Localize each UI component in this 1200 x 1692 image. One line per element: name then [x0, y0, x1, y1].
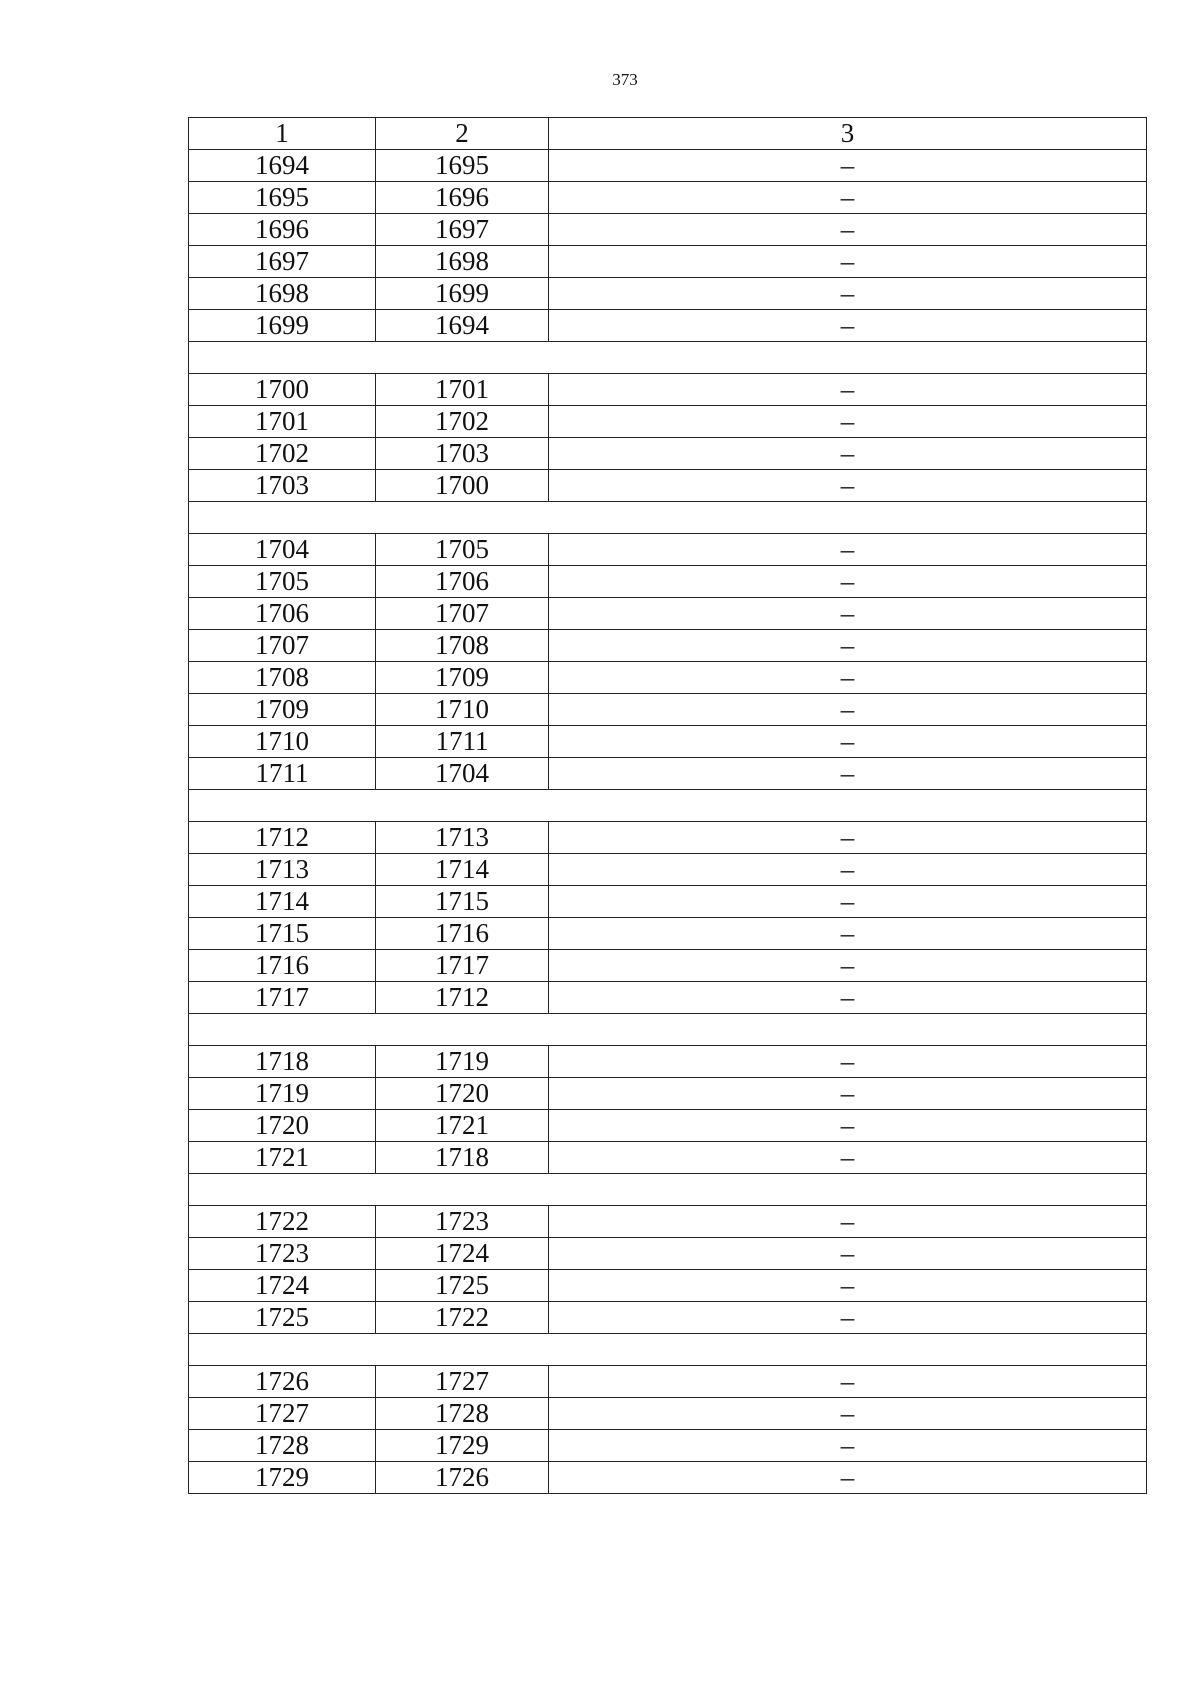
cell-col-2: 1703: [376, 438, 549, 470]
cell-col-2: 1709: [376, 662, 549, 694]
cell-col-1: 1702: [189, 438, 376, 470]
cell-col-2: 1694: [376, 310, 549, 342]
table-row: [189, 694, 1147, 726]
cell-col-2: 1702: [376, 406, 549, 438]
table-row: [189, 310, 1147, 342]
cell-col-3: –: [549, 950, 1147, 982]
separator-cell: [189, 1014, 1147, 1046]
cell-col-1: 1706: [189, 598, 376, 630]
cell-col-2: 1720: [376, 1078, 549, 1110]
column-header-2: 2: [376, 118, 549, 150]
table-row: [189, 406, 1147, 438]
cell-col-1: 1714: [189, 886, 376, 918]
cell-col-2: 1696: [376, 182, 549, 214]
cell-col-2: 1723: [376, 1206, 549, 1238]
table-row: [189, 1238, 1147, 1270]
cell-col-2: 1714: [376, 854, 549, 886]
cell-col-2: 1705: [376, 534, 549, 566]
column-header-3: 3: [549, 118, 1147, 150]
cell-col-3: –: [549, 1398, 1147, 1430]
group-separator-row: [189, 1174, 1147, 1206]
table-row: [189, 758, 1147, 790]
cell-col-3: –: [549, 918, 1147, 950]
cell-col-3: –: [549, 1142, 1147, 1174]
cell-col-1: 1707: [189, 630, 376, 662]
cell-col-2: 1711: [376, 726, 549, 758]
cell-col-1: 1716: [189, 950, 376, 982]
group-separator-row: [189, 342, 1147, 374]
separator-cell: [189, 790, 1147, 822]
cell-col-1: 1712: [189, 822, 376, 854]
cell-col-2: 1699: [376, 278, 549, 310]
cell-col-3: –: [549, 598, 1147, 630]
cell-col-2: 1727: [376, 1366, 549, 1398]
cell-col-1: 1711: [189, 758, 376, 790]
cell-col-3: –: [549, 246, 1147, 278]
cell-col-2: 1712: [376, 982, 549, 1014]
table-row: [189, 1366, 1147, 1398]
cell-col-3: –: [549, 1462, 1147, 1494]
table-row: [189, 1462, 1147, 1494]
cell-col-1: 1713: [189, 854, 376, 886]
cell-col-3: –: [549, 310, 1147, 342]
cell-col-1: 1696: [189, 214, 376, 246]
table-row: [189, 182, 1147, 214]
cell-col-2: 1724: [376, 1238, 549, 1270]
cell-col-3: –: [549, 1366, 1147, 1398]
group-separator-row: [189, 502, 1147, 534]
cell-col-3: –: [549, 470, 1147, 502]
cell-col-1: 1703: [189, 470, 376, 502]
cell-col-2: 1701: [376, 374, 549, 406]
table-row: [189, 438, 1147, 470]
cell-col-2: 1710: [376, 694, 549, 726]
cell-col-3: –: [549, 438, 1147, 470]
cell-col-1: 1727: [189, 1398, 376, 1430]
cell-col-3: –: [549, 854, 1147, 886]
cell-col-1: 1718: [189, 1046, 376, 1078]
cell-col-3: –: [549, 1270, 1147, 1302]
table-row: [189, 1302, 1147, 1334]
table-row: [189, 214, 1147, 246]
cell-col-2: 1725: [376, 1270, 549, 1302]
table-row: [189, 278, 1147, 310]
cell-col-3: –: [549, 406, 1147, 438]
cell-col-3: –: [549, 374, 1147, 406]
cell-col-2: 1695: [376, 150, 549, 182]
group-separator-row: [189, 1014, 1147, 1046]
cell-col-1: 1722: [189, 1206, 376, 1238]
cell-col-2: 1728: [376, 1398, 549, 1430]
cell-col-1: 1694: [189, 150, 376, 182]
cell-col-2: 1718: [376, 1142, 549, 1174]
table-header-row: [189, 118, 1147, 150]
table-row: [189, 854, 1147, 886]
table-row: [189, 886, 1147, 918]
table-row: [189, 1398, 1147, 1430]
cell-col-1: 1719: [189, 1078, 376, 1110]
column-header-1: 1: [189, 118, 376, 150]
cell-col-1: 1699: [189, 310, 376, 342]
cell-col-1: 1720: [189, 1110, 376, 1142]
separator-cell: [189, 1174, 1147, 1206]
cell-col-2: 1716: [376, 918, 549, 950]
cell-col-1: 1724: [189, 1270, 376, 1302]
cell-col-1: 1708: [189, 662, 376, 694]
cell-col-2: 1715: [376, 886, 549, 918]
cell-col-3: –: [549, 534, 1147, 566]
cell-col-1: 1700: [189, 374, 376, 406]
table-row: [189, 982, 1147, 1014]
table-row: [189, 726, 1147, 758]
page-number: 373: [612, 70, 638, 89]
cell-col-2: 1700: [376, 470, 549, 502]
cell-col-2: 1697: [376, 214, 549, 246]
cell-col-3: –: [549, 630, 1147, 662]
cell-col-2: 1717: [376, 950, 549, 982]
cell-col-3: –: [549, 694, 1147, 726]
table-row: [189, 246, 1147, 278]
table-row: [189, 534, 1147, 566]
cell-col-2: 1729: [376, 1430, 549, 1462]
cell-col-3: –: [549, 1430, 1147, 1462]
cell-col-1: 1728: [189, 1430, 376, 1462]
table-row: [189, 822, 1147, 854]
cell-col-2: 1721: [376, 1110, 549, 1142]
table-row: [189, 1142, 1147, 1174]
cell-col-1: 1721: [189, 1142, 376, 1174]
table-row: [189, 566, 1147, 598]
cell-col-3: –: [549, 214, 1147, 246]
cell-col-3: –: [549, 1110, 1147, 1142]
table-row: [189, 1270, 1147, 1302]
cell-col-3: –: [549, 1238, 1147, 1270]
cell-col-3: –: [549, 1302, 1147, 1334]
cell-col-2: 1706: [376, 566, 549, 598]
separator-cell: [189, 1334, 1147, 1366]
data-table: [188, 117, 1147, 1494]
cell-col-3: –: [549, 150, 1147, 182]
table-row: [189, 598, 1147, 630]
cell-col-2: 1704: [376, 758, 549, 790]
table-row: [189, 1110, 1147, 1142]
cell-col-1: 1701: [189, 406, 376, 438]
cell-col-3: –: [549, 726, 1147, 758]
cell-col-3: –: [549, 982, 1147, 1014]
cell-col-1: 1729: [189, 1462, 376, 1494]
cell-col-1: 1695: [189, 182, 376, 214]
cell-col-3: –: [549, 1206, 1147, 1238]
cell-col-2: 1708: [376, 630, 549, 662]
group-separator-row: [189, 1334, 1147, 1366]
cell-col-3: –: [549, 1078, 1147, 1110]
cell-col-1: 1709: [189, 694, 376, 726]
cell-col-1: 1715: [189, 918, 376, 950]
cell-col-1: 1726: [189, 1366, 376, 1398]
cell-col-3: –: [549, 182, 1147, 214]
table-row: [189, 950, 1147, 982]
cell-col-1: 1704: [189, 534, 376, 566]
cell-col-1: 1723: [189, 1238, 376, 1270]
table-row: [189, 918, 1147, 950]
cell-col-3: –: [549, 758, 1147, 790]
table-row: [189, 630, 1147, 662]
cell-col-3: –: [549, 278, 1147, 310]
cell-col-2: 1707: [376, 598, 549, 630]
cell-col-2: 1698: [376, 246, 549, 278]
cell-col-3: –: [549, 1046, 1147, 1078]
separator-cell: [189, 502, 1147, 534]
cell-col-2: 1713: [376, 822, 549, 854]
cell-col-1: 1697: [189, 246, 376, 278]
cell-col-1: 1717: [189, 982, 376, 1014]
cell-col-1: 1705: [189, 566, 376, 598]
cell-col-3: –: [549, 822, 1147, 854]
table-row: [189, 374, 1147, 406]
table-row: [189, 150, 1147, 182]
table-body: [189, 150, 1147, 1494]
table-row: [189, 470, 1147, 502]
cell-col-2: 1719: [376, 1046, 549, 1078]
cell-col-3: –: [549, 662, 1147, 694]
separator-cell: [189, 342, 1147, 374]
table-row: [189, 662, 1147, 694]
cell-col-1: 1725: [189, 1302, 376, 1334]
cell-col-3: –: [549, 886, 1147, 918]
cell-col-1: 1710: [189, 726, 376, 758]
cell-col-2: 1726: [376, 1462, 549, 1494]
table-row: [189, 1078, 1147, 1110]
table-row: [189, 1206, 1147, 1238]
group-separator-row: [189, 790, 1147, 822]
cell-col-3: –: [549, 566, 1147, 598]
cell-col-2: 1722: [376, 1302, 549, 1334]
table-row: [189, 1046, 1147, 1078]
table-row: [189, 1430, 1147, 1462]
cell-col-1: 1698: [189, 278, 376, 310]
